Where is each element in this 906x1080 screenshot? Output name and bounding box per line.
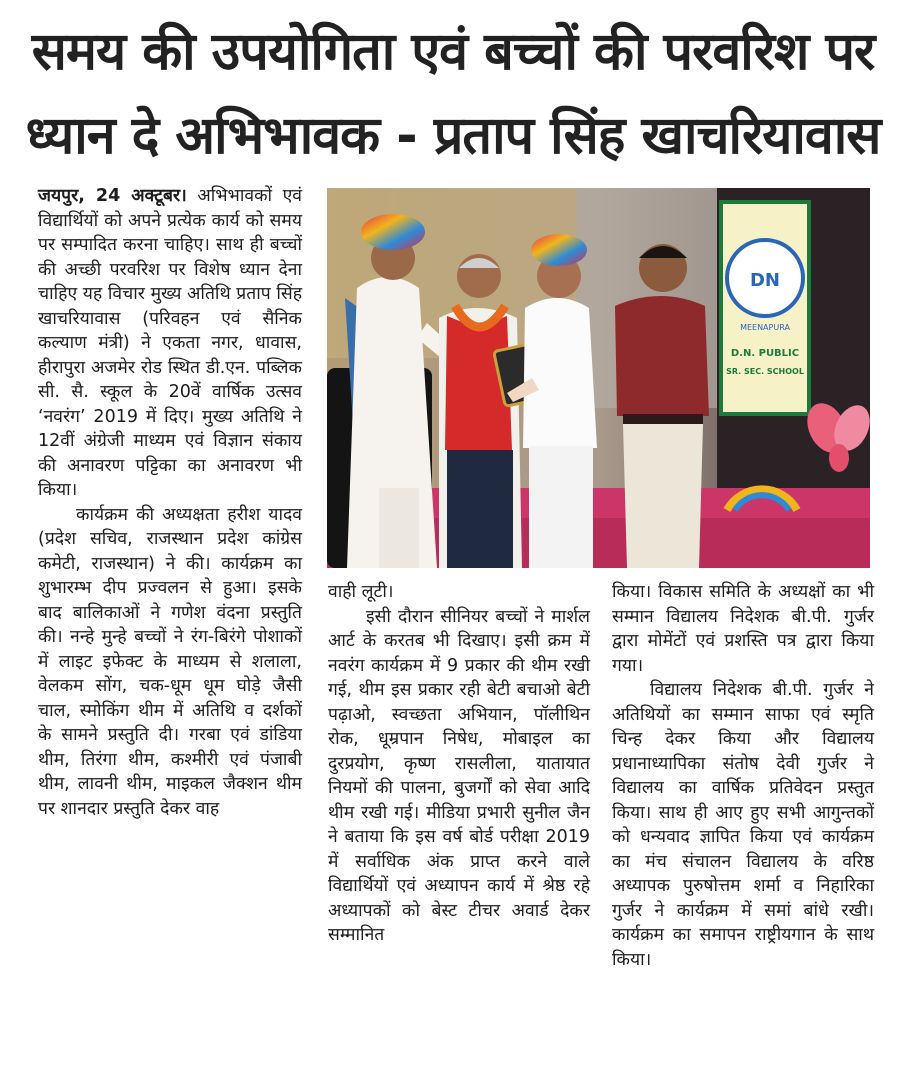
headline xyxy=(0,10,906,178)
event-photo xyxy=(327,188,870,568)
article-column-2 xyxy=(328,580,590,948)
article-paragraph: किया। विकास समिति के अध्यक्षों का भी सम्मान विद्यालय निदेशक बी.पी. गुर्जर द्वारा मोमेंटों एवं प्रशस्ति पत्र द्वारा किया गया। xyxy=(612,582,874,676)
school-banner xyxy=(721,202,809,414)
article-paragraph: विद्यालय निदेशक बी.पी. गुर्जर ने अतिथियों का सम्मान साफा एवं स्मृति चिन्ह देकर किया और विद्यालय प्रधानाध्यापिका संतोष देवी गुर्जर ने विद्यालय का वार्षिक प्रतिवेदन प्रस्तुत किया। साथ ही आए हुए सभी आगुन्तकों को धन्यवाद ज्ञापित किया एवं कार्यक्रम का मंच संचालन विद्यालय के वरिष्ठ अध्यापक पुरुषोत्तम शर्मा व निहारिका गुर्जर ने कार्यक्रम में समां बांधे रखी। कार्यक्रम का समापन राष्ट्रीयगान के साथ किया। xyxy=(612,680,874,970)
paragraph-text: अभिभावकों एवं विद्यार्थियों को अपने प्रत्येक कार्य को समय पर सम्पादित करना चाहिए। साथ ही बच्चों की अच्छी परवरिश पर विशेष ध्यान देना चाहिए यह विचार मुख्य अतिथि प्रताप सिंह खाचरियावास (परिवहन एवं सैनिक कल्याण मंत्री) ने एकता नगर, धावास, हीरापुरा अजमेर रोड स्थित डी.एन. पब्लिक सी. सै. स्कूल के 20वें वार्षिक उत्सव ‘नवरंग’ 2019 में दिए। मुख्य अतिथि ने 12वीं अंग्रेजी माध्यम एवं विज्ञान संकाय की अनावरण पट्टिका का अनावरण भी किया। xyxy=(38,186,302,500)
dateline: जयपुर, 24 अक्टूबर। xyxy=(38,186,187,206)
article-column-3 xyxy=(612,580,874,972)
banner-line-1: D.N. PUBLIC xyxy=(730,348,800,359)
logo-bottom-text: MEENAPURA xyxy=(740,323,790,332)
article-column-1 xyxy=(38,184,302,821)
article-paragraph: कार्यक्रम की अध्यक्षता हरीश यादव (प्रदेश सचिव, राजस्थान प्रदेश कांग्रेस कमेटी, राजस्थान) ने की। कार्यक्रम का शुभारम्भ दीप प्रज्वलन से हुआ। इसके बाद बालिकाओं ने गणेश वंदना प्रस्तुति की। नन्हे मुन्हे बच्चों ने रंग-बिरंगे पोशाकों में लाइट इफेक्ट के माध्यम से शलाला, वेलकम सोंग, चक-धूम धूम घोड़े जैसी चाल, स्मोकिंग थीम में अतिथि व दर्शकों के सामने प्रस्तुति दी। गरबा एवं डांडिया थीम, तिरंगा थीम, कश्मीरी एवं पंजाबी थीम, लावनी थीम, माइकल जैक्शन थीम पर शानदार प्रस्तुति देकर वाह xyxy=(38,504,302,819)
article-paragraph: इसी दौरान सीनियर बच्चों ने मार्शल आर्ट के करतब भी दिखाए। इसी क्रम में नवरंग कार्यक्रम में 9 प्रकार की थीम रखी गई, थीम इस प्रकार रही बेटी बचाओ बेटी पढ़ाओ, स्वच्छता अभियान, पॉलीथिन रोक, धूम्रपान निषेध, मोबाइल का दुरप्रयोग, कृष्ण रासलीला, यातायात नियमों की पालना, बुजर्गों को सेवा आदि थीम रखी गई। मीडिया प्रभारी सुनील जैन ने बताया कि इस वर्ष बोर्ड परीक्षा 2019 में सर्वाधिक अंक प्राप्त करने वाले विद्यार्थियों एवं अध्यापन कार्य में श्रेष्ठ रहे अध्यापकों को बेस्ट टीचर अवार्ड देकर सम्मानित xyxy=(328,606,590,945)
article-paragraph: वाही लूटी। xyxy=(328,582,394,602)
logo-center-text: DN xyxy=(749,270,781,291)
banner-line-2: SR. SEC. SCHOOL xyxy=(726,367,804,376)
event-photo-illustration xyxy=(327,188,870,568)
article-paragraph xyxy=(38,184,302,503)
headline-line-2: ध्यान दे अभिभावक - प्रताप सिंह खाचरियावास xyxy=(25,106,881,166)
headline-line-1: समय की उपयोगिता एवं बच्चों की परवरिश पर xyxy=(31,22,875,82)
